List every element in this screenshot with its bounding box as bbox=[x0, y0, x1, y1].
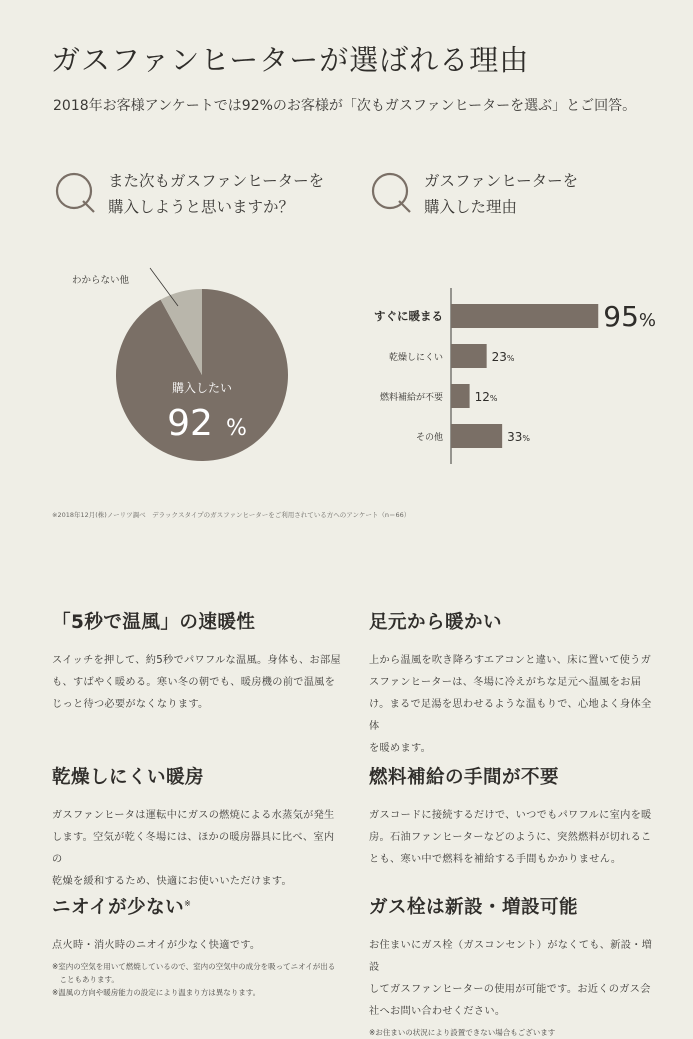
pie-chart bbox=[40, 255, 320, 480]
bar-chart bbox=[340, 280, 680, 470]
bar-3 bbox=[451, 424, 502, 448]
q-letter-icon bbox=[53, 170, 97, 214]
feature-warm-feet bbox=[369, 608, 659, 760]
feature-title-text: ニオイが少ない bbox=[52, 897, 185, 918]
feature-low-odor bbox=[52, 893, 342, 999]
pie-main-value: 92 bbox=[167, 403, 213, 444]
feature-text-line: 房。石油ファンヒーターなどのように、突然燃料が切れるこ bbox=[369, 832, 652, 843]
bar-category-label: 燃料補給が不要 bbox=[379, 393, 443, 403]
feature-text-line: 乾燥を緩和するため、快適にお使いいただけます。 bbox=[52, 876, 292, 887]
question-2 bbox=[424, 168, 578, 220]
feature-text-line: スファンヒーターは、冬場に冷えがちな足元へ温風をお届 bbox=[369, 677, 642, 688]
feature-note-line: こともあります。 bbox=[52, 975, 119, 984]
feature-text bbox=[52, 805, 342, 893]
feature-title: 足元から暖かい bbox=[369, 612, 503, 633]
feature-text bbox=[369, 935, 659, 1023]
feature-text-line: ガスファンヒータは運転中にガスの燃焼による水蒸気が発生 bbox=[52, 810, 335, 821]
feature-note-line: ※温風の方向や暖房能力の設定により温まり方は異なります。 bbox=[52, 988, 261, 997]
bar-category-label: その他 bbox=[415, 433, 443, 443]
feature-title-mark: ※ bbox=[184, 898, 192, 908]
feature-text-line: スイッチを押して、約5秒でパワフルな温風。身体も、お部屋 bbox=[52, 655, 341, 666]
question-2-line-2: 購入した理由 bbox=[424, 198, 518, 216]
feature-text-line: も、すばやく暖める。寒い冬の朝でも、暖房機の前で温風を bbox=[52, 677, 336, 688]
pie-main-unit: % bbox=[226, 416, 247, 441]
feature-text bbox=[369, 805, 659, 871]
feature-less-dry bbox=[52, 763, 342, 893]
bar-2 bbox=[451, 384, 470, 408]
feature-text bbox=[52, 650, 342, 716]
survey-footnote: ※2018年12月(株)ノーリツ調べ デラックスタイプのガスファンヒーターをご利用されている方へのアンケート（n＝66） bbox=[52, 511, 411, 519]
feature-notes bbox=[369, 1026, 659, 1039]
feature-title: ガス栓は新設・増設可能 bbox=[369, 897, 579, 918]
pie-main-label: 購入したい bbox=[171, 381, 233, 395]
q-letter-icon bbox=[369, 170, 413, 214]
bar-1 bbox=[451, 344, 487, 368]
feature-text-line: 社へお問い合わせください。 bbox=[369, 1006, 506, 1017]
bar-value-label: 33% bbox=[507, 430, 531, 444]
page-title: ガスファンヒーターが選ばれる理由 bbox=[51, 43, 530, 77]
feature-text-line: じっと待つ必要がなくなります。 bbox=[52, 699, 209, 710]
feature-text-line: お住まいにガス栓（ガスコンセント）がなくても、新設・増設 bbox=[369, 940, 653, 973]
feature-text-line: け。まるで足湯を思わせるような温もりで、心地よく身体全体 bbox=[369, 699, 652, 732]
feature-title: 燃料補給の手間が不要 bbox=[369, 767, 560, 788]
feature-notes bbox=[52, 960, 342, 999]
feature-text-line: を暖めます。 bbox=[369, 743, 432, 754]
pie-other-label: わからない他 bbox=[72, 275, 130, 286]
page-subtitle: 2018年お客様アンケートでは92%のお客様が「次もガスファンヒーターを選ぶ」とご回答。 bbox=[53, 98, 637, 114]
bar-category-label: すぐに暖まる bbox=[374, 309, 443, 323]
feature-text bbox=[52, 935, 342, 957]
question-1 bbox=[108, 168, 324, 220]
feature-text bbox=[369, 650, 659, 760]
feature-title: 乾燥しにくい暖房 bbox=[52, 767, 205, 788]
feature-text-line: とも、寒い中で燃料を補給する手間もかかりません。 bbox=[369, 854, 622, 865]
question-1-line-2: 購入しようと思いますか？ bbox=[108, 198, 295, 216]
feature-text-line: してガスファンヒーターの使用が可能です。お近くのガス会 bbox=[369, 984, 651, 995]
question-2-line-1: ガスファンヒーターを bbox=[424, 172, 579, 190]
bar-category-label: 乾燥しにくい bbox=[388, 353, 443, 363]
feature-text-line: ガスコードに接続するだけで、いつでもパワフルに室内を暖 bbox=[369, 810, 652, 821]
feature-title: 「5秒で温風」の速暖性 bbox=[52, 612, 256, 633]
question-1-line-1: また次もガスファンヒーターを bbox=[108, 172, 325, 190]
feature-text-line: 上から温風を吹き降ろすエアコンと違い、床に置いて使うガ bbox=[369, 655, 652, 666]
feature-note-line: ※室内の空気を用いて燃焼しているので、室内の空気中の成分を吸ってニオイが出る bbox=[52, 962, 336, 971]
feature-quick-heat bbox=[52, 608, 342, 716]
feature-text-line: します。空気が乾く冬場には、ほかの暖房器具に比べ、室内の bbox=[52, 832, 335, 865]
feature-note-line: ※お住まいの状況により設置できない場合もございます bbox=[369, 1028, 556, 1037]
bar-value-label: 12% bbox=[474, 390, 498, 404]
feature-no-refuel bbox=[369, 763, 659, 871]
feature-text-line: 点火時・消火時のニオイが少なく快適です。 bbox=[52, 940, 261, 951]
feature-title bbox=[52, 893, 342, 919]
feature-gas-outlet bbox=[369, 893, 659, 1039]
bar-value-label: 23% bbox=[491, 350, 515, 364]
bar-0 bbox=[451, 304, 598, 328]
bar-value-label: 95% bbox=[603, 300, 656, 333]
